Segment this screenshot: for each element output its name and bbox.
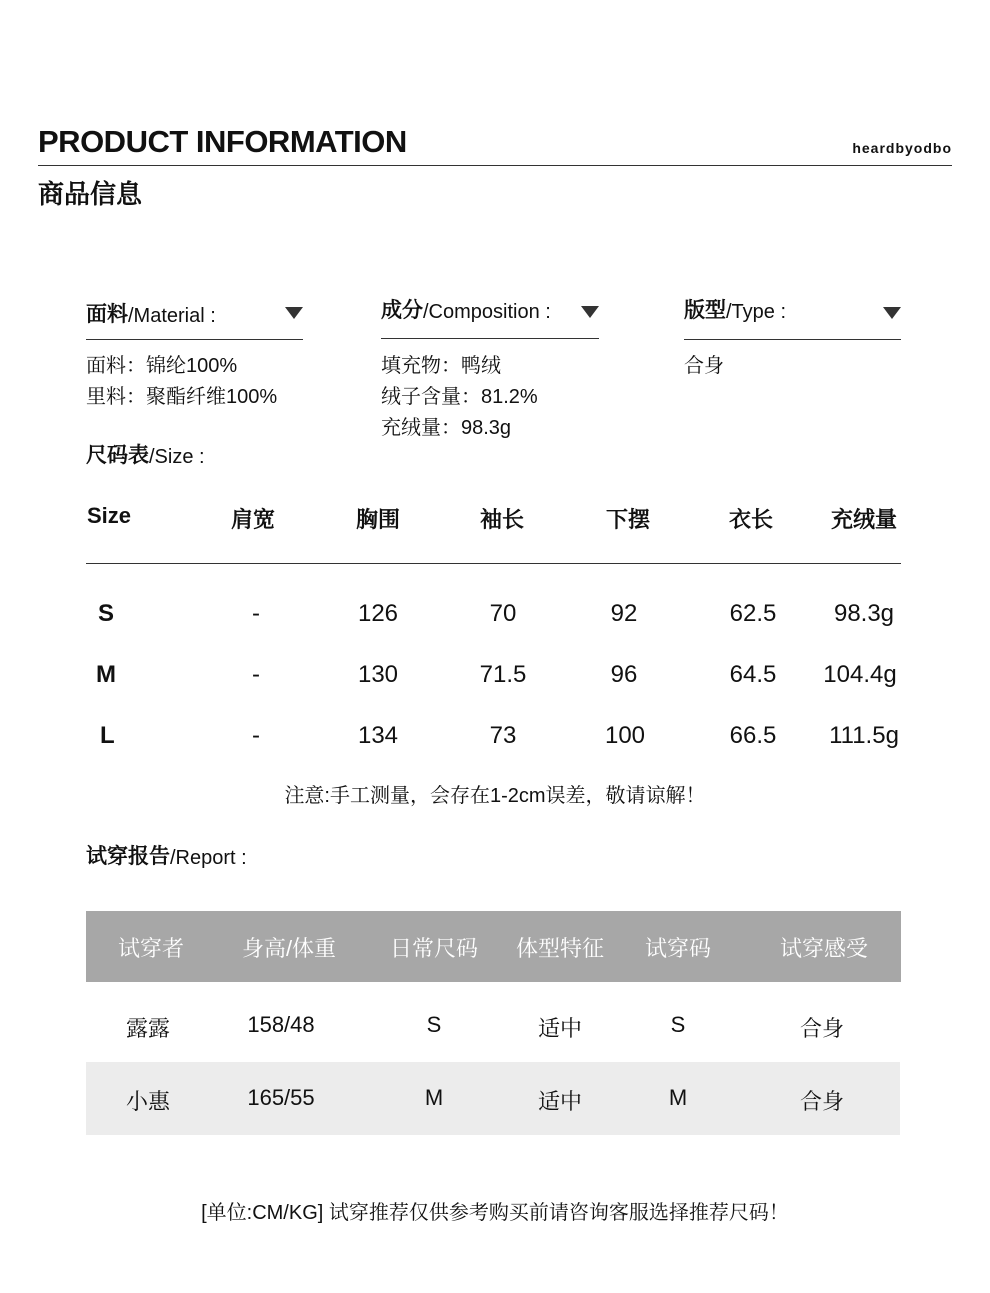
report-col-header: 试穿码 [644, 936, 711, 961]
brand-name: heardbyodbo [852, 140, 952, 156]
size-cell: 71.5 [479, 661, 527, 688]
type-heading-cn: 版型 [684, 299, 726, 322]
report-col-header: 试穿感受 [779, 936, 868, 961]
composition-heading-en: /Composition : [423, 301, 551, 323]
report-heading-cn: 试穿报告 [86, 845, 170, 868]
size-cell: 62.5 [729, 600, 777, 627]
composition-divider [381, 338, 599, 339]
report-heading [86, 840, 247, 870]
size-cell: 111.5g [829, 722, 899, 749]
report-cell: 158/48 [247, 1012, 315, 1037]
type-details [684, 351, 724, 382]
measurement-note: 注意:手工测量，会存在1-2cm误差，敬请谅解！ [284, 785, 706, 807]
material-heading-cn: 面料 [86, 303, 128, 326]
size-col-header: 充绒量 [831, 507, 898, 532]
report-row [0, 1085, 990, 1115]
report-cell: 适中 [537, 1089, 582, 1114]
size-col-header: 胸围 [356, 507, 401, 532]
type-divider [684, 339, 901, 340]
composition-heading [381, 294, 551, 324]
report-cell: S [670, 1012, 686, 1037]
size-col-header: Size [87, 503, 132, 528]
size-cell: 73 [489, 722, 517, 749]
type-heading [684, 294, 786, 324]
report-cell: 合身 [799, 1089, 844, 1114]
composition-line: 绒子含量：81.2% [381, 386, 538, 408]
report-col-header: 身高/体重 [241, 936, 337, 961]
material-line: 里料：聚酯纤维100% [86, 386, 278, 408]
report-col-header: 试穿者 [117, 936, 184, 961]
size-cell: - [252, 722, 260, 749]
report-col-header: 日常尺码 [389, 936, 478, 961]
size-cell: 104.4g [823, 661, 897, 688]
footer-note: [单位:CM/KG] 试穿推荐仅供参考购买前请咨询客服选择推荐尺码！ [201, 1202, 789, 1224]
size-cell: 126 [357, 600, 399, 627]
type-line: 合身 [684, 355, 724, 377]
size-cell: M [96, 661, 116, 688]
page-title-cn: 商品信息 [38, 179, 143, 209]
report-col-header: 体型特征 [515, 936, 604, 961]
report-cell: 合身 [799, 1016, 844, 1041]
report-cell: M [668, 1085, 688, 1110]
size-cell: - [252, 600, 260, 627]
size-col-header: 衣长 [729, 507, 774, 532]
material-line: 面料：锦纶100% [86, 355, 238, 377]
size-table-divider [86, 563, 901, 564]
composition-line: 充绒量：98.3g [381, 417, 512, 439]
composition-details [381, 351, 538, 444]
triangle-down-icon [581, 306, 599, 318]
triangle-down-icon [883, 307, 901, 319]
size-cell: 134 [357, 722, 399, 749]
size-cell: 92 [610, 600, 638, 627]
composition-heading-cn: 成分 [381, 299, 423, 322]
size-cell: S [98, 600, 115, 627]
size-cell: L [100, 722, 115, 749]
size-cell: 100 [604, 722, 646, 749]
header-divider [38, 165, 952, 166]
size-row [0, 661, 990, 691]
size-cell: 98.3g [833, 600, 895, 627]
size-row [0, 722, 990, 752]
size-col-header: 下摆 [606, 507, 651, 532]
report-row [0, 1012, 990, 1042]
report-heading-en: /Report : [170, 847, 247, 869]
size-cell: 66.5 [729, 722, 777, 749]
composition-line: 填充物：鸭绒 [381, 355, 501, 377]
size-row [0, 600, 990, 630]
size-heading-en: /Size : [149, 446, 205, 468]
size-cell: 64.5 [729, 661, 777, 688]
report-cell: 小惠 [125, 1089, 170, 1114]
triangle-down-icon [285, 307, 303, 319]
size-cell: - [252, 661, 260, 688]
size-heading-cn: 尺码表 [86, 444, 149, 467]
material-heading [86, 298, 216, 328]
size-heading [86, 439, 205, 469]
material-heading-en: /Material : [128, 305, 216, 327]
material-divider [86, 339, 303, 340]
size-col-header: 袖长 [480, 507, 525, 532]
size-col-header: 肩宽 [231, 507, 276, 532]
report-cell: 露露 [125, 1016, 170, 1041]
material-details [86, 351, 277, 413]
type-heading-en: /Type : [726, 301, 787, 323]
report-cell: S [426, 1012, 442, 1037]
report-cell: 165/55 [247, 1085, 315, 1110]
report-cell: M [424, 1085, 444, 1110]
page-title-en: PRODUCT INFORMATION [38, 124, 407, 159]
size-cell: 130 [357, 661, 399, 688]
report-cell: 适中 [537, 1016, 582, 1041]
size-cell: 96 [610, 661, 638, 688]
size-cell: 70 [489, 600, 517, 627]
